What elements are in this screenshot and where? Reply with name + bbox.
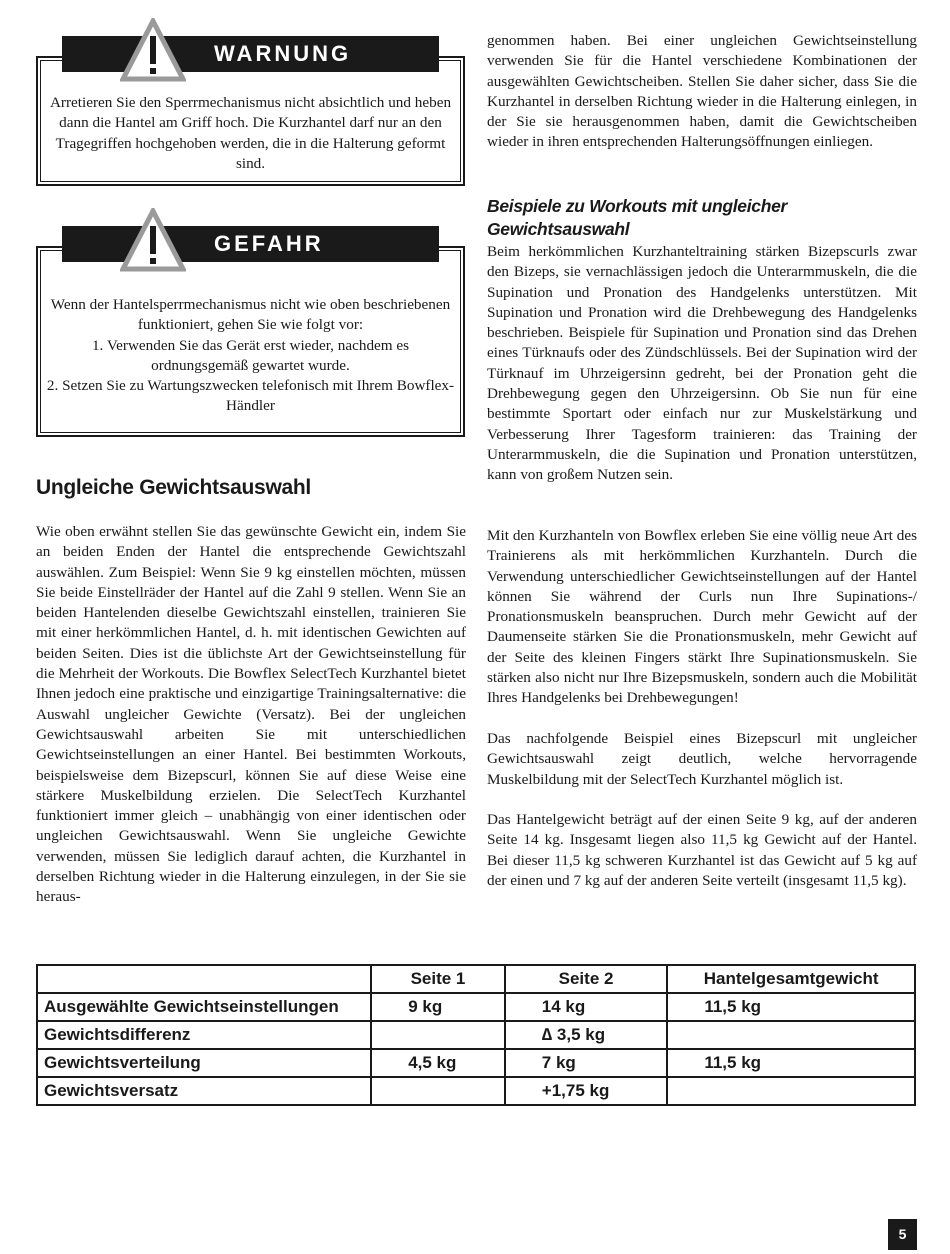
danger-step-2: 2. Setzen Sie zu Wartungszwecken telefonisch mit Ihrem Bowflex-Händler xyxy=(46,377,455,415)
row-label: Gewichtsversatz xyxy=(37,1077,371,1105)
table-row xyxy=(37,993,915,1021)
section-heading: Ungleiche Gewichtsauswahl xyxy=(36,476,311,499)
table-header-cell: Hantelgesamtgewicht xyxy=(667,965,915,993)
paragraph-4: Das Hantelgewicht beträgt auf der einen Seite 9 kg, auf der anderen Seite 14 kg. Insgesamt liegen also 11,5 kg Gewicht auf der Hantel. Bei dieser 11,5 kg schweren Kurzhantel ist das Gewicht auf 5 kg auf der einen und 7 kg auf der anderen Seite verteilt (insgesamt 11,5 kg). xyxy=(487,811,917,889)
row-label: Gewichtsdifferenz xyxy=(37,1021,371,1049)
table-cell: +1,75 kg xyxy=(505,1077,668,1105)
page-number: 5 xyxy=(888,1219,917,1250)
row-label: Gewichtsverteilung xyxy=(37,1049,371,1077)
table-cell: 7 kg xyxy=(505,1049,668,1077)
danger-step-1: 1. Verwenden Sie das Gerät erst wieder, nachdem es ordnungsgemäß gewartet wurde. xyxy=(91,336,410,374)
danger-intro: Wenn der Hantelsperrmechanismus nicht wie oben beschriebenen funktioniert, gehen Sie wie folgt vor: xyxy=(50,296,451,334)
subheading: Beispiele zu Workouts mit ungleicher Gewichtsauswahl xyxy=(487,196,788,239)
table-cell: 11,5 kg xyxy=(667,993,915,1021)
table-cell xyxy=(371,1077,505,1105)
paragraph-3: Das nachfolgende Beispiel eines Bizepscurl mit ungleicher Gewichtsauswahl zeigt deutlich, welche hervorragende Muskelbildung mit der SelectTech Kurzhantel möglich ist. xyxy=(487,730,917,788)
table-cell: 14 kg xyxy=(505,993,668,1021)
table-cell: 11,5 kg xyxy=(667,1049,915,1077)
table-cell xyxy=(667,1077,915,1105)
warning-triangle-icon xyxy=(120,18,186,82)
table-row xyxy=(37,1049,915,1077)
warning-title: WARNUNG xyxy=(62,36,439,72)
weight-table xyxy=(36,964,916,1106)
row-label: Ausgewählte Gewichtseinstellungen xyxy=(37,993,371,1021)
table-cell xyxy=(371,1021,505,1049)
table-cell xyxy=(667,1021,915,1049)
section-paragraph: Wie oben erwähnt stellen Sie das gewünschte Gewicht ein, indem Sie an beiden Enden der Hantel die entsprechende Gewichtszahl auswählen. Zum Beispiel: Wenn Sie 9 kg einstellen möchten, müssen Sie beide Einstellräder der Hantel auf die Zahl 9 stellen. Wenn Sie an beiden Hantelenden dieselbe Gewichtszahl einstellen, trainieren Sie mit einer herkömmlichen Hantel, d. h. mit identischen Gewichten auf beiden Seiten. Dies ist die üblichste Art der Gewichtseinstellung für die Mehrheit der Workouts. Die Bowflex SelectTech Kurzhantel bietet Ihnen jedoch eine praktische und einzigartige Trainingsalternative: die Auswahl ungleicher Gewichte (Versatz). Bei der ungleichen Gewichtsauswahl arbeiten Sie mit unterschiedlichen Gewichtseinstellungen an einer Hantel. Bei bestimmten Workouts, beispielsweise dem Bizepscurl, können Sie auf diese Weise eine stärkere Muskelbildung erzielen. Die SelectTech Kurzhantel funktioniert immer gleich – unabhängig von einer identischen oder ungleichen Gewichtsauswahl. Wenn Sie ungleiche Gewichte verwenden, müssen Sie lediglich darauf achten, die Kurzhantel in derselben Richtung wieder in die Halterung einzulegen, in der Sie sie heraus- xyxy=(36,523,466,906)
table-row xyxy=(37,1021,915,1049)
table-cell: 4,5 kg xyxy=(371,1049,505,1077)
warning-callout xyxy=(36,18,465,186)
paragraph-2: Mit den Kurzhanteln von Bowflex erleben Sie eine völlig neue Art des Trainierens als mit herkömmlichen Kurzhanteln. Durch die Verwendung unterschiedlicher Gewichtseinstellungen auf der Hantel können Sie während der Curls nun Ihre Supinations-/ Pronationsmuskeln beanspruchen. Durch mehr Gewicht auf der Daumenseite stärken Sie die Pronationsmuskeln, mehr Gewicht auf der Seite des kleinen Fingers stärkt Ihre Supinationsmuskeln. Sie stärken also nicht nur Ihre Bizepsmuskeln, sondern auch die Mobilität Ihres Handgelenks bei Drehbewegungen! xyxy=(487,527,917,707)
table-row xyxy=(37,1077,915,1105)
paragraph-1: Beim herkömmlichen Kurzhanteltraining stärken Bizepscurls zwar den Bizeps, sie vernachlässigen jedoch die Unterarmmuskeln, die die Supination und Pronation des Handgelenks unterstützen. Mit Supination und Pronation wird die Drehbewegung des Handgelenks beschrieben. Beispiele für Supination und Pronation sind das Drehen eines Türknaufs oder des Zündschlüssels. Bei der Supination wird der Türknauf im Uhrzeigersinn gedreht, bei der Pronation geht die Drehbewegung gegen den Uhrzeigersinn. Ob Sie nun für eine bestimmte Sportart oder einfach nur zur Muskelstärkung und Verbesserung Ihrer Tagesform trainieren: das Training der Unterarmmuskeln, die die Supination und Pronation unterstützen, kann von großem Nutzen sein. xyxy=(487,243,917,484)
table-cell: 9 kg xyxy=(371,993,505,1021)
table-header-cell: Seite 2 xyxy=(505,965,668,993)
table-header-cell xyxy=(37,965,371,993)
danger-callout xyxy=(36,208,465,437)
warning-triangle-icon xyxy=(120,208,186,272)
warning-text: Arretieren Sie den Sperrmechanismus nicht absichtlich und heben dann die Hantel am Griff hoch. Die Kurzhantel darf nur an den Tragegriffen hochgehoben werden, die in die Halterung geformt sind. xyxy=(49,94,452,172)
danger-text xyxy=(46,295,455,417)
continuation-paragraph: genommen haben. Bei einer ungleichen Gewichtseinstellung verwenden Sie für die Hantel verschiedene Kombinationen der ausgewählten Gewichtscheiben. Stellen Sie daher sicher, dass Sie die Kurzhantel in derselben Richtung wieder in die Halterung einlegen, in der Sie sie herausgenommen haben, damit die Gewichtscheiben wieder in ihren entsprechenden Halterungsöffnungen einliegen. xyxy=(487,32,917,151)
table-header-row xyxy=(37,965,915,993)
table-header-cell: Seite 1 xyxy=(371,965,505,993)
danger-title: GEFAHR xyxy=(62,226,439,262)
table-cell: ∆ 3,5 kg xyxy=(505,1021,668,1049)
